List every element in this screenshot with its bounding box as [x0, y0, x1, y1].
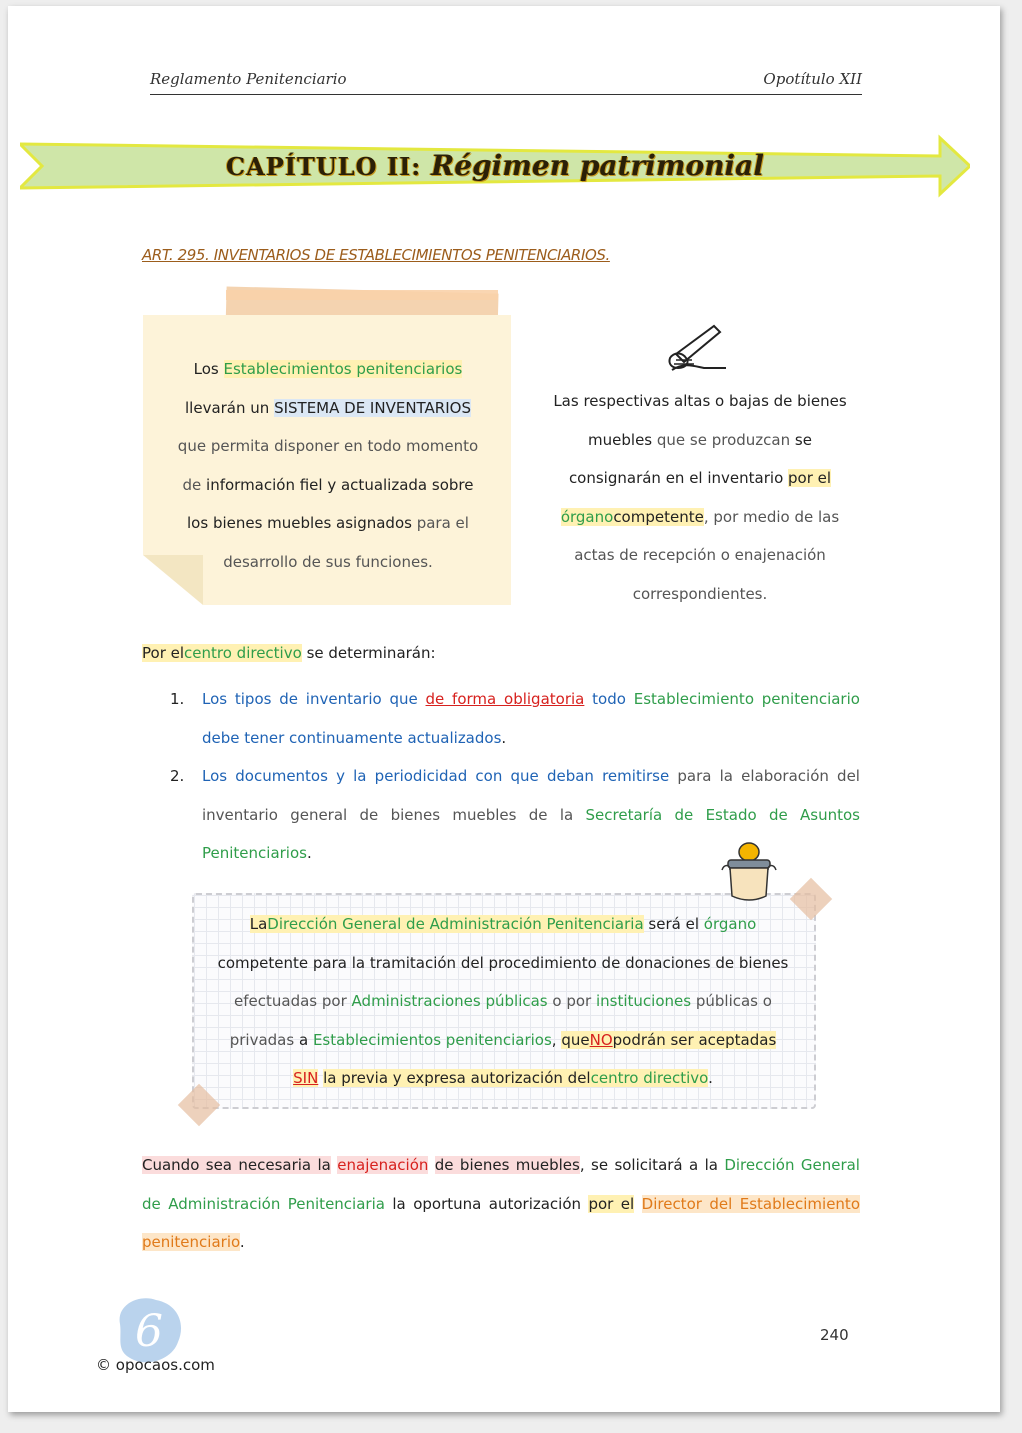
- header-right: Opotítulo XII: [763, 70, 862, 88]
- grid-note-text: [206, 905, 800, 1098]
- grid-highlight: podrán ser aceptadas: [612, 1030, 777, 1049]
- site-credit: © opocaos.com: [96, 1356, 215, 1374]
- para2-highlight: de bienes muebles: [434, 1156, 580, 1174]
- grid-text: competente para la tramitación del procedimiento de donaciones de bienes: [217, 953, 789, 972]
- right-highlight: competente: [613, 507, 704, 526]
- note-highlight: Establecimientos penitenciarios: [223, 360, 463, 378]
- page-number: 240: [820, 1326, 849, 1344]
- grid-text: efectuadas por: [234, 992, 347, 1010]
- svg-text:6: 6: [135, 1306, 163, 1357]
- grid-text: a: [298, 1030, 309, 1049]
- list-text: Los tipos de inventario que: [202, 690, 418, 708]
- note-text: que permita disponer en todo momento: [177, 437, 479, 455]
- article-title: [142, 246, 610, 264]
- grid-highlight: La: [249, 915, 268, 933]
- para2-highlight: Cuando sea necesaria la: [142, 1156, 331, 1174]
- centro-directivo-paragraph: [142, 642, 436, 664]
- list-text: de forma obligatoria: [425, 690, 585, 708]
- para2-text: Dirección General de Administración Penitenciaria: [142, 1156, 860, 1213]
- grid-highlight: Dirección General de Administración Penitenciaria: [267, 915, 644, 933]
- right-highlight: por el: [788, 469, 832, 487]
- para1-text: se determinarán:: [306, 644, 436, 662]
- list-text: .: [501, 728, 507, 747]
- tape-edge-decoration: [226, 290, 498, 300]
- chapter-title: [20, 140, 970, 192]
- right-text: Las respectivas altas o bajas de bienes: [553, 392, 847, 410]
- grid-text: instituciones: [596, 992, 692, 1010]
- right-text: se: [794, 430, 812, 449]
- grid-text: órgano: [703, 915, 757, 933]
- note-text: los bienes muebles asignados: [187, 514, 412, 532]
- right-text: consignarán en el inventario: [568, 469, 784, 487]
- coin-jar-icon: [716, 840, 782, 906]
- note-text: de: [182, 475, 202, 494]
- list-number: 1.: [170, 690, 185, 708]
- grid-text: privadas: [229, 1030, 295, 1049]
- note-text: Los: [193, 360, 219, 378]
- right-text: que se produzcan: [656, 430, 791, 449]
- grid-text: Administraciones públicas: [351, 992, 548, 1010]
- right-column-text: [540, 382, 860, 613]
- list-text: debe tener continuamente actualizados: [202, 728, 502, 747]
- list-number: 2.: [170, 767, 185, 785]
- para2-highlight: Director del Establecimiento penitenciario: [142, 1194, 860, 1251]
- para2-text: , se solicitará a la: [579, 1156, 718, 1174]
- note-text: información fiel y actualizada sobre: [206, 475, 474, 494]
- grid-text: públicas o: [695, 992, 772, 1010]
- list-item: [170, 680, 860, 757]
- list-text: Secretaría de Estado de Asuntos Penitenciarios: [202, 805, 860, 862]
- grid-highlight: que: [561, 1030, 590, 1049]
- right-text: muebles: [588, 430, 653, 449]
- para2-text: .: [239, 1233, 245, 1251]
- list-text: todo: [592, 690, 626, 708]
- note-text: desarrollo de sus funciones.: [223, 552, 433, 571]
- grid-text: Establecimientos penitenciarios: [312, 1030, 552, 1049]
- chapter-number: CAPÍTULO II:: [226, 152, 422, 181]
- grid-text: .: [708, 1069, 713, 1087]
- grid-text: o por: [552, 992, 592, 1010]
- grid-text: ,: [551, 1030, 557, 1049]
- para1-highlight: centro directivo: [184, 644, 302, 662]
- grid-highlight: SIN: [293, 1069, 319, 1087]
- header-left: Reglamento Penitenciario: [150, 70, 347, 88]
- note-highlight: SISTEMA DE INVENTARIOS: [274, 398, 471, 417]
- page-header: [150, 68, 862, 95]
- note-text: para el: [416, 514, 469, 532]
- grid-highlight: la previa y expresa autorización del: [323, 1069, 591, 1087]
- pen-hand-icon: [664, 322, 730, 378]
- right-highlight: órgano: [560, 507, 614, 526]
- note-text: llevarán un: [185, 398, 270, 417]
- grid-text: será el: [648, 915, 699, 933]
- list-text: Los documentos y la periodicidad con que deban remitirse: [202, 767, 670, 785]
- article-title-text: ART. 295. INVENTARIOS DE ESTABLECIMIENTOS PENITENCIARIOS.: [142, 246, 610, 264]
- grid-highlight: centro directivo: [590, 1069, 709, 1087]
- para2-text: la oportuna autorización: [392, 1194, 582, 1213]
- enajenacion-paragraph: [142, 1146, 860, 1262]
- list-text: para la elaboración del inventario general de bienes muebles de la: [202, 767, 860, 824]
- sticky-note-text: [160, 350, 496, 581]
- para2-highlight: por el: [588, 1194, 635, 1213]
- right-text: actas de recepción o enajenación: [574, 546, 826, 564]
- chapter-name: Régimen patrimonial: [431, 149, 764, 182]
- right-text: , por medio de las: [703, 507, 840, 526]
- list-text: Establecimiento penitenciario: [633, 690, 860, 708]
- para1-highlight: Por el: [142, 644, 185, 662]
- para2-highlight: enajenación: [337, 1156, 429, 1174]
- grid-highlight: NO: [589, 1030, 613, 1049]
- list-text: .: [306, 844, 312, 862]
- right-text: correspondientes.: [632, 584, 768, 603]
